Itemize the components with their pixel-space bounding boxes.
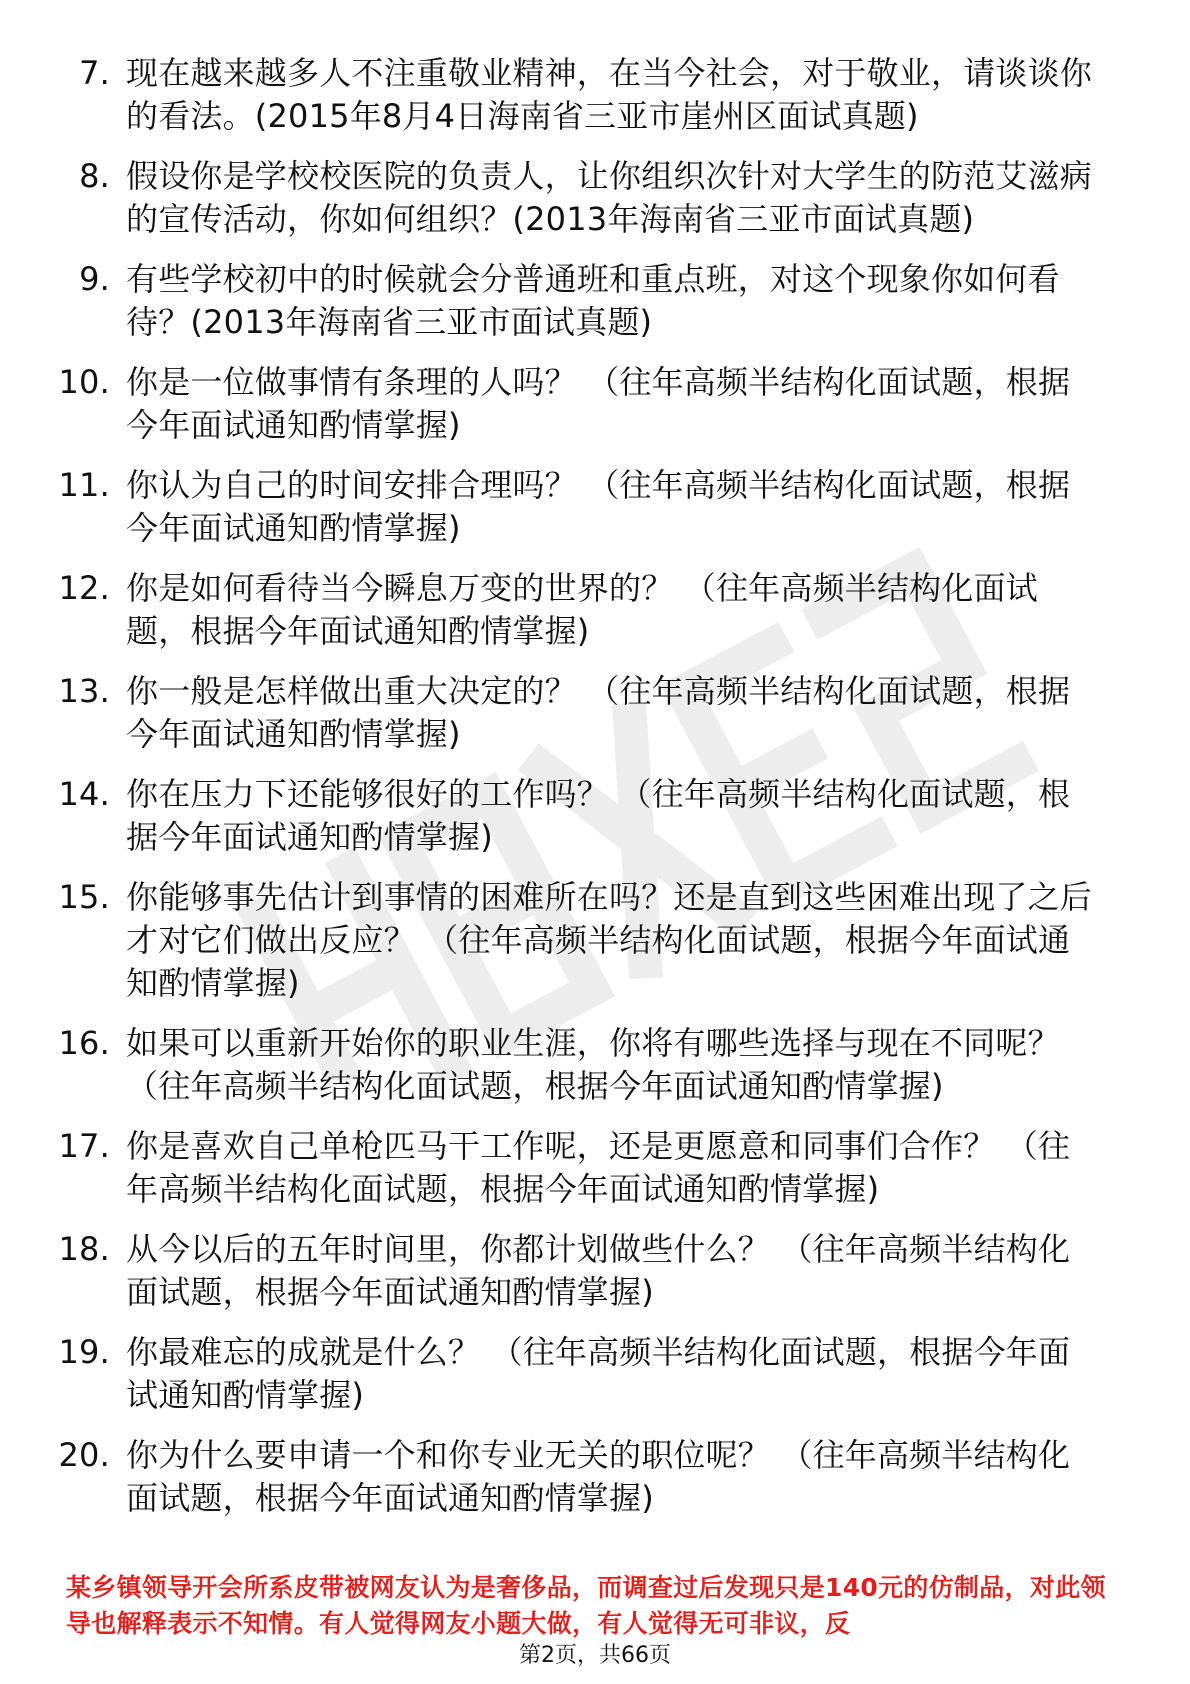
question-number: 18.: [58, 1230, 110, 1268]
question-item: [0, 1228, 1190, 1314]
question-text: 你认为自己的时间安排合理吗？ （往年高频半结构化面试题，根据今年面试通知酌情掌握): [126, 466, 1071, 547]
question-number: 14.: [58, 775, 110, 813]
question-number: 11.: [58, 466, 110, 504]
question-text: 有些学校初中的时候就会分普通班和重点班，对这个现象你如何看待？(2013年海南省三亚市面试真题): [126, 260, 1060, 341]
question-item: [0, 567, 1190, 653]
news-snippet: 某乡镇领导开会所系皮带被网友认为是奢侈品，而调查过后发现只是140元的仿制品，对此领导也解释表示不知情。有人觉得网友小题大做，有人觉得无可非议，反: [66, 1573, 1106, 1638]
question-text: 从今以后的五年时间里，你都计划做些什么？ （往年高频半结构化面试题，根据今年面试通知酌情掌握): [126, 1230, 1071, 1311]
page-number: 第2页，共66页: [519, 1643, 671, 1668]
question-item: [0, 1434, 1190, 1520]
question-item: [0, 155, 1190, 241]
question-item: [0, 876, 1190, 1005]
question-text: 你一般是怎样做出重大决定的？ （往年高频半结构化面试题，根据今年面试通知酌情掌握): [126, 672, 1071, 753]
question-number: 20.: [58, 1436, 110, 1474]
question-number: 19.: [58, 1333, 110, 1371]
question-item: [0, 464, 1190, 550]
question-text: 你是如何看待当今瞬息万变的世界的？ （往年高频半结构化面试题，根据今年面试通知酌情掌握): [126, 569, 1038, 650]
question-text: 假设你是学校校医院的负责人，让你组织次针对大学生的防范艾滋病的宣传活动，你如何组织？(2013年海南省三亚市面试真题): [126, 157, 1093, 238]
question-number: 12.: [58, 569, 110, 607]
question-number: 17.: [58, 1127, 110, 1165]
question-item: [0, 773, 1190, 859]
question-item: [0, 361, 1190, 447]
question-number: 9.: [79, 260, 110, 298]
question-text: 如果可以重新开始你的职业生涯，你将有哪些选择与现在不同呢？ （往年高频半结构化面试题，根据今年面试通知酌情掌握): [126, 1024, 1060, 1105]
question-number: 10.: [58, 363, 110, 401]
question-text: 你是喜欢自己单枪匹马干工作呢，还是更愿意和同事们合作？ （往年高频半结构化面试题，根据今年面试通知酌情掌握): [126, 1127, 1071, 1208]
question-item: [0, 52, 1190, 138]
question-text: 你最难忘的成就是什么？ （往年高频半结构化面试题，根据今年面试通知酌情掌握): [126, 1333, 1071, 1414]
question-text: 现在越来越多人不注重敬业精神，在当今社会，对于敬业，请谈谈你的看法。(2015年8月4日海南省三亚市崖州区面试真题): [126, 54, 1093, 135]
question-item: [0, 670, 1190, 756]
question-number: 15.: [58, 878, 110, 916]
question-item: [0, 258, 1190, 344]
question-item: [0, 1022, 1190, 1108]
question-list: [0, 52, 1190, 1537]
question-number: 7.: [79, 54, 110, 92]
question-text: 你为什么要申请一个和你专业无关的职位呢？ （往年高频半结构化面试题，根据今年面试通知酌情掌握): [126, 1436, 1071, 1517]
question-text: 你是一位做事情有条理的人吗？ （往年高频半结构化面试题，根据今年面试通知酌情掌握): [126, 363, 1071, 444]
question-item: [0, 1125, 1190, 1211]
question-number: 13.: [58, 672, 110, 710]
question-number: 8.: [79, 157, 110, 195]
question-text: 你在压力下还能够很好的工作吗？ （往年高频半结构化面试题，根据今年面试通知酌情掌握): [126, 775, 1071, 856]
question-number: 16.: [58, 1024, 110, 1062]
question-text: 你能够事先估计到事情的困难所在吗？还是直到这些困难出现了之后才对它们做出反应？ （往年高频半结构化面试题，根据今年面试通知酌情掌握): [126, 878, 1093, 1002]
question-item: [0, 1331, 1190, 1417]
